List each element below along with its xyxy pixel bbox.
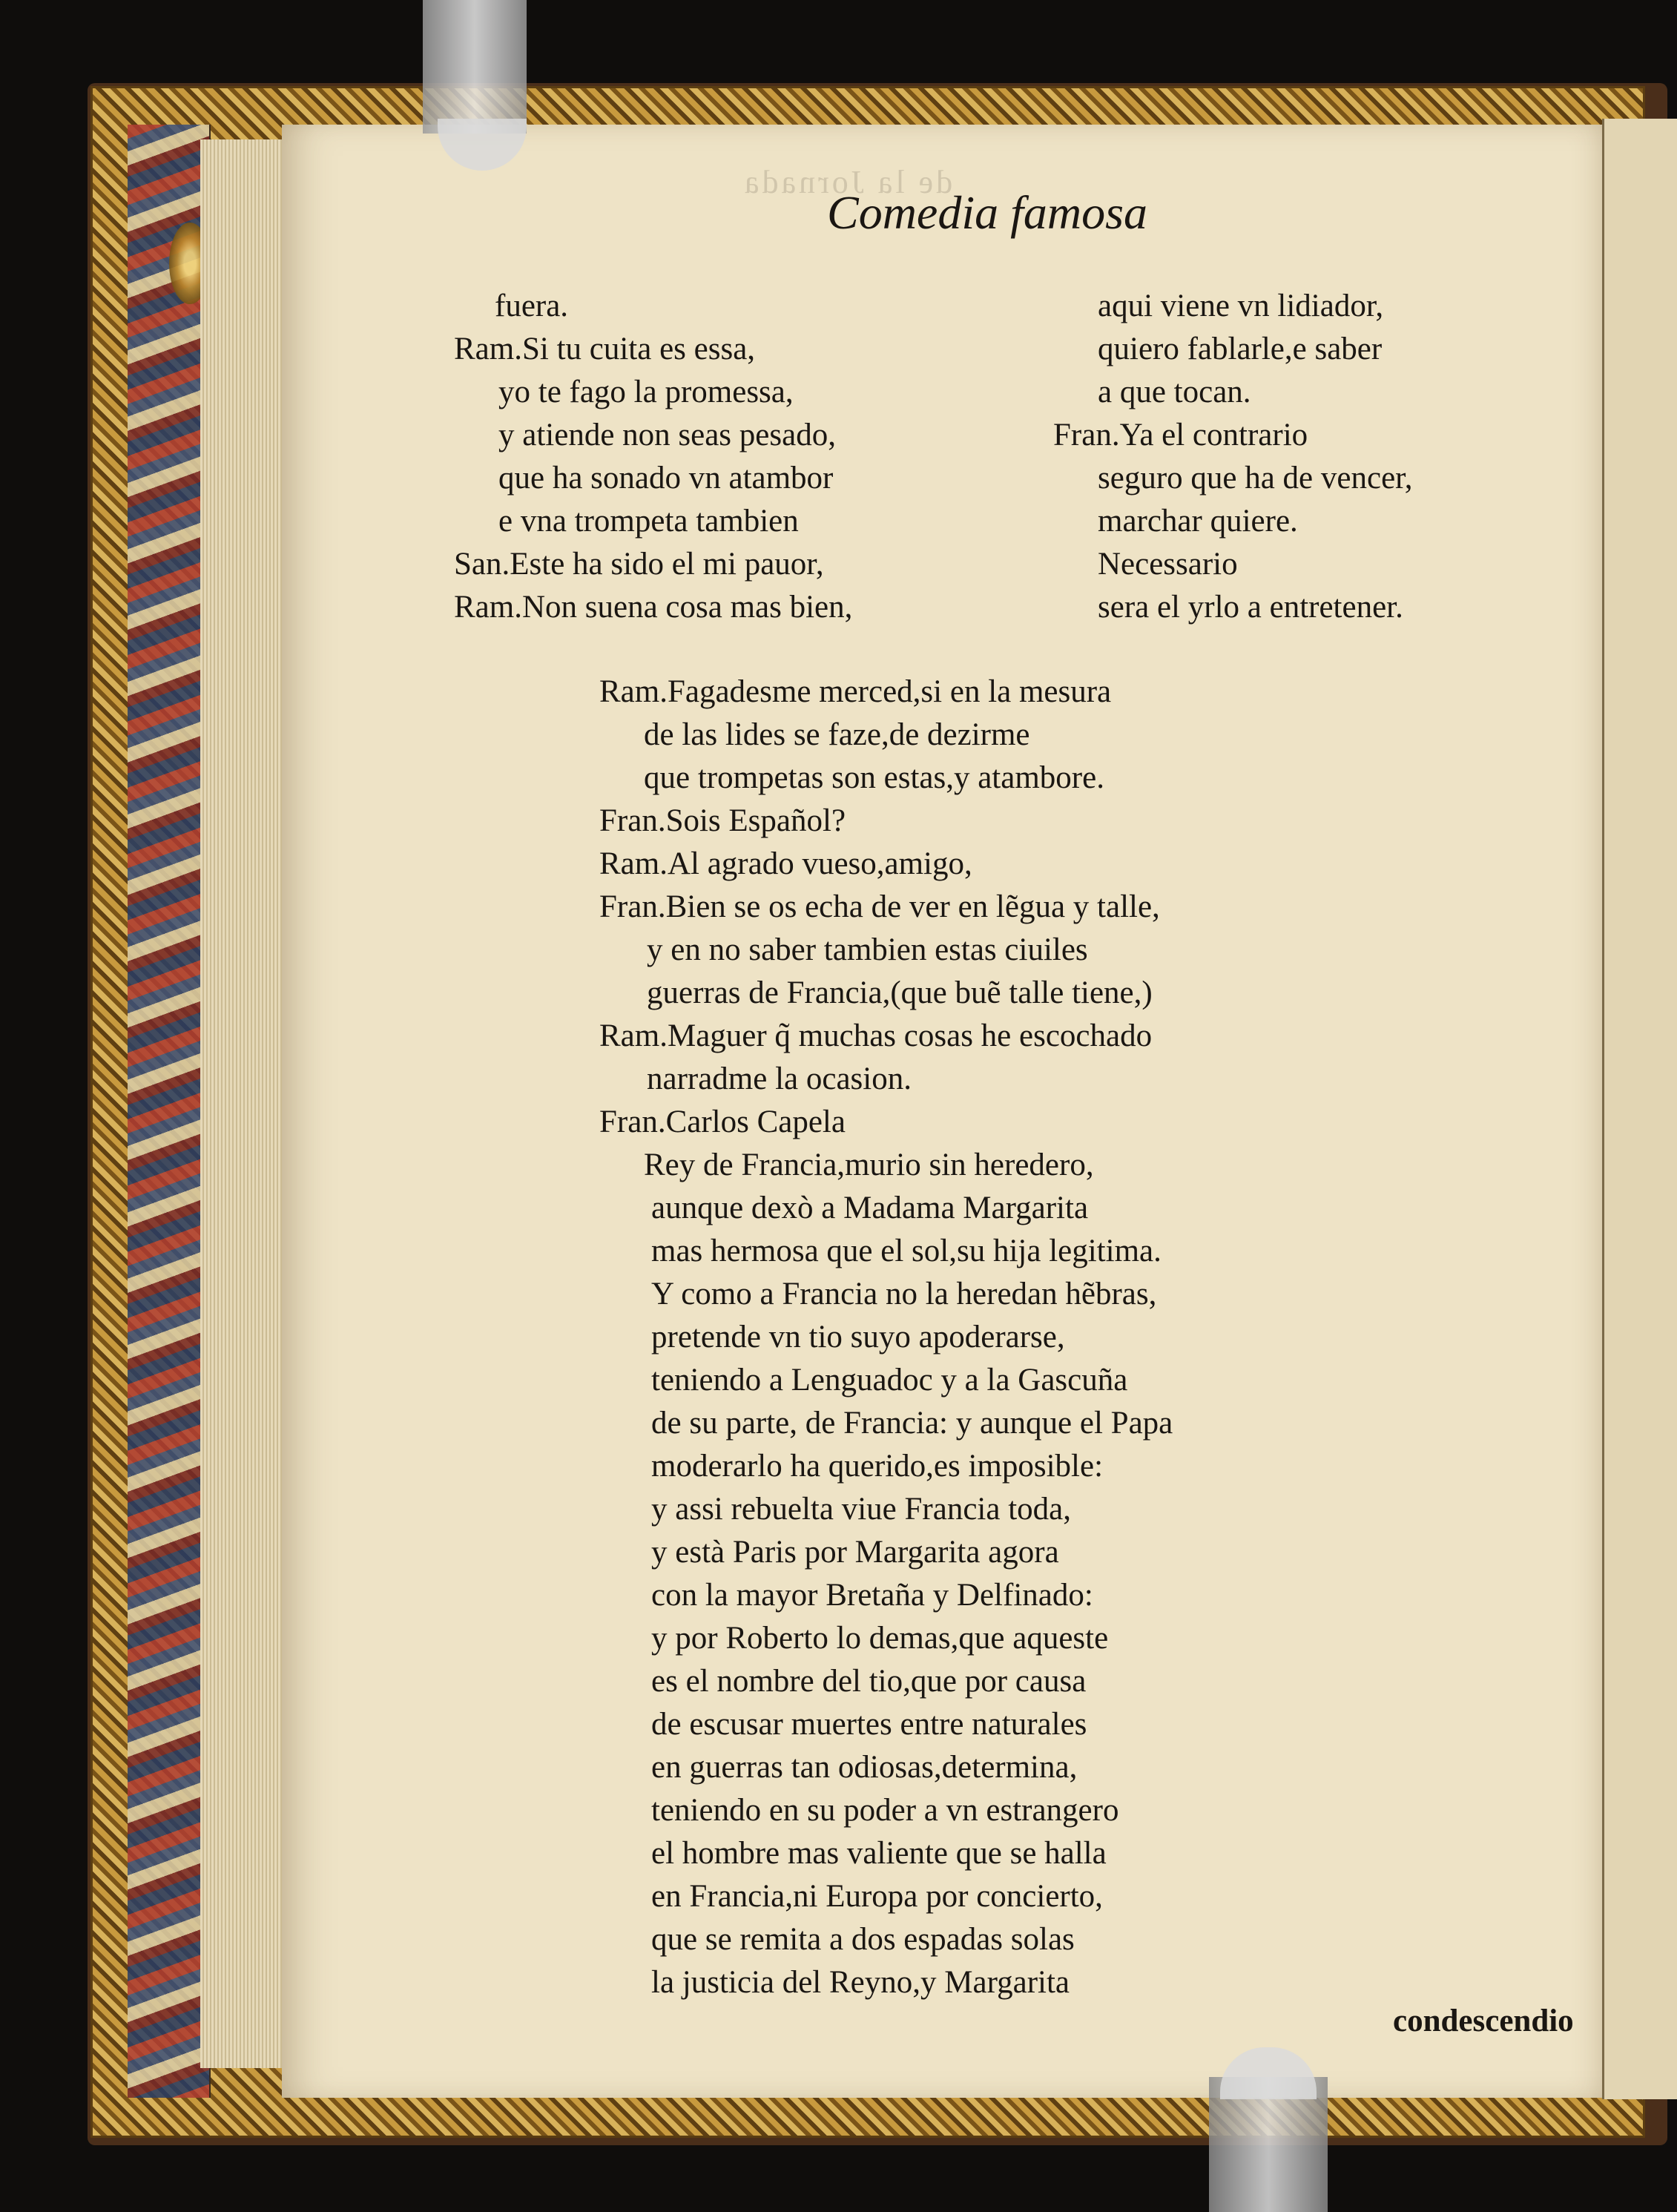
- left-line-6: e vna trompeta tambien: [498, 504, 799, 539]
- left-line-4: y atiende non seas pesado,: [498, 418, 836, 452]
- body-line-17: teniendo a Lenguadoc y a la Gascuña: [651, 1363, 1128, 1398]
- body-line-5: Ram.Al agrado vueso,amigo,: [599, 846, 972, 881]
- facing-page-edge: [1602, 119, 1677, 2099]
- body-line-6: Fran.Bien se os echa de ver en lẽgua y talle,: [599, 889, 1160, 924]
- body-line-8: guerras de Francia,(que buẽ talle tiene,): [647, 975, 1153, 1010]
- left-line-8: Ram.Non suena cosa mas bien,: [454, 590, 853, 625]
- body-line-23: y por Roberto lo demas,que aqueste: [651, 1621, 1109, 1656]
- page-clip-top: [423, 0, 527, 134]
- body-line-11: Fran.Carlos Capela: [599, 1105, 846, 1139]
- body-line-26: en guerras tan odiosas,determina,: [651, 1750, 1078, 1785]
- body-line-20: y assi rebuelta viue Francia toda,: [651, 1492, 1071, 1527]
- body-line-30: que se remita a dos espadas solas: [651, 1922, 1075, 1957]
- bleed-through-text: de la Jornada: [742, 164, 953, 200]
- left-line-7: San.Este ha sido el mi pauor,: [454, 547, 824, 582]
- body-line-22: con la mayor Bretaña y Delfinado:: [651, 1578, 1093, 1613]
- body-line-29: en Francia,ni Europa por concierto,: [651, 1879, 1103, 1914]
- right-line-7: Necessario: [1098, 547, 1238, 582]
- body-line-4: Fran.Sois Español?: [599, 803, 846, 838]
- body-line-7: y en no saber tambien estas ciuiles: [647, 932, 1088, 967]
- body-line-10: narradme la ocasion.: [647, 1061, 912, 1096]
- right-line-3: a que tocan.: [1098, 375, 1251, 409]
- body-line-15: Y como a Francia no la heredan hẽbras,: [651, 1277, 1157, 1311]
- body-line-13: aunque dexò a Madama Margarita: [651, 1191, 1089, 1225]
- left-line-5: que ha sonado vn atambor: [498, 461, 834, 496]
- body-line-16: pretende vn tio suyo apoderarse,: [651, 1320, 1065, 1354]
- body-line-27: teniendo en su poder a vn estrangero: [651, 1793, 1119, 1828]
- body-line-28: el hombre mas valiente que se halla: [651, 1836, 1107, 1871]
- right-line-5: seguro que ha de vencer,: [1098, 461, 1413, 496]
- left-line-2: Ram.Si tu cuita es essa,: [454, 332, 756, 366]
- body-line-31: la justicia del Reyno,y Margarita: [651, 1965, 1070, 2000]
- right-line-6: marchar quiere.: [1098, 504, 1298, 539]
- body-line-21: y està Paris por Margarita agora: [651, 1535, 1059, 1570]
- body-line-19: moderarlo ha querido,es imposible:: [651, 1449, 1104, 1484]
- body-line-14: mas hermosa que el sol,su hija legitima.: [651, 1234, 1162, 1268]
- right-line-8: sera el yrlo a entretener.: [1098, 590, 1403, 625]
- body-line-25: de escusar muertes entre naturales: [651, 1707, 1087, 1742]
- body-line-18: de su parte, de Francia: y aunque el Papa: [651, 1406, 1173, 1441]
- body-line-2: de las lides se faze,de dezirme: [644, 717, 1030, 752]
- right-line-1: aqui viene vn lidiador,: [1098, 289, 1384, 323]
- body-line-24: es el nombre del tio,que por causa: [651, 1664, 1087, 1699]
- left-line-1: fuera.: [495, 289, 569, 323]
- body-line-12: Rey de Francia,murio sin heredero,: [644, 1148, 1094, 1182]
- body-line-1: Ram.Fagadesme merced,si en la mesura: [599, 674, 1112, 709]
- right-line-4: Fran.Ya el contrario: [1053, 418, 1308, 452]
- marbled-endpaper: [128, 125, 211, 2098]
- left-line-3: yo te fago la promessa,: [498, 375, 794, 409]
- running-head: Comedia famosa: [827, 186, 1147, 239]
- body-line-9: Ram.Maguer q̃ muchas cosas he escochado: [599, 1018, 1153, 1053]
- catchword: condescendio: [1393, 2004, 1574, 2038]
- page-edges: [200, 139, 289, 2068]
- body-line-3: que trompetas son estas,y atambore.: [644, 760, 1104, 795]
- right-line-2: quiero fablarle,e saber: [1098, 332, 1383, 366]
